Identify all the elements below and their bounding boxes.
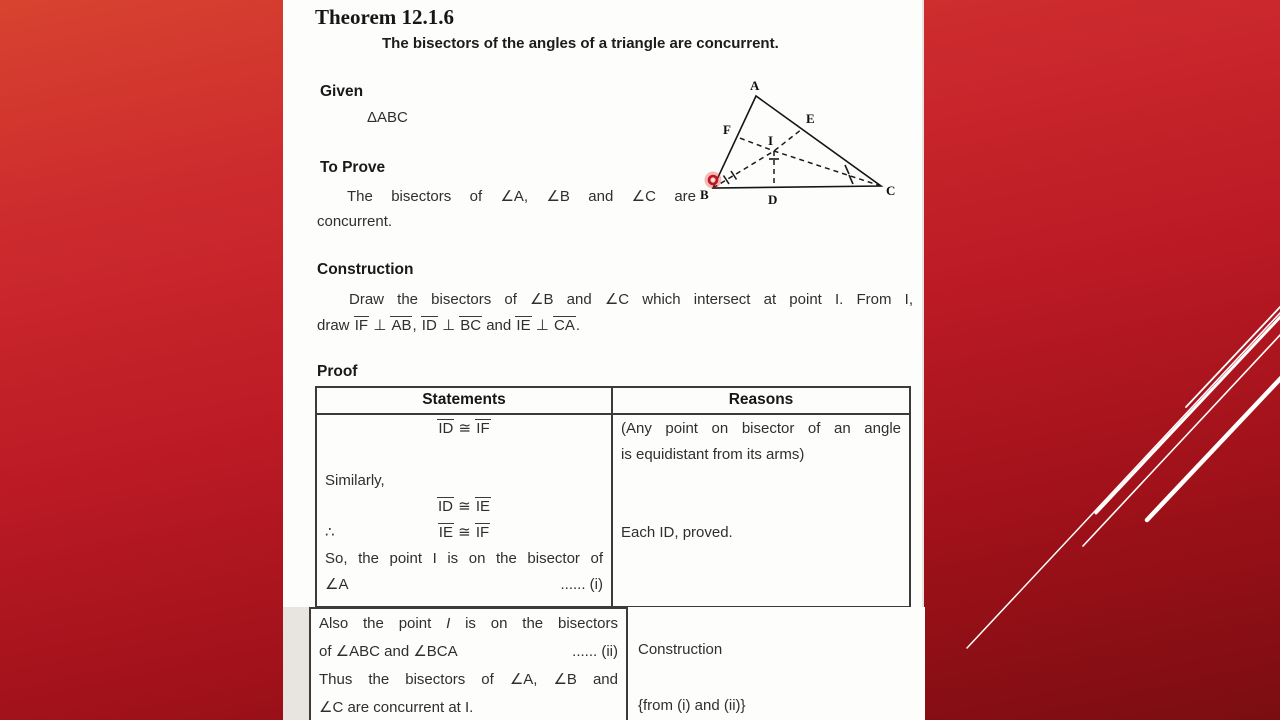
to-prove-line1: The bisectors of ∠A, ∠B and ∠C are <box>347 188 696 205</box>
reasons-column-header: Reasons <box>728 391 794 408</box>
reason-line: {from (i) and (ii)} <box>638 697 746 714</box>
statement-line: Also the point I is on the bisectors <box>319 615 618 632</box>
construction-line1: Draw the bisectors of ∠B and ∠C which intersect at point I. From I, <box>349 291 913 308</box>
statement-line <box>325 520 603 546</box>
reason-line: (Any point on bisector of an angle <box>621 420 901 437</box>
proof-table-body <box>317 415 909 606</box>
point-label-I: I <box>768 133 774 148</box>
statement-line: So, the point I is on the bisector of <box>325 550 603 567</box>
page-edge-strip <box>283 607 309 720</box>
to-prove-heading: To Prove <box>320 159 386 176</box>
statement-blank-line <box>325 442 603 468</box>
given-heading: Given <box>320 83 364 100</box>
statement-line <box>319 638 618 666</box>
proof-table-continued <box>309 607 925 720</box>
reasons-cell-continued <box>628 607 925 720</box>
construction-heading: Construction <box>317 261 414 278</box>
vertex-label-C: C <box>886 183 896 198</box>
reason-blank-line <box>621 494 901 520</box>
triangle-outline <box>713 96 881 188</box>
therefore-symbol: ∴ <box>325 524 335 541</box>
statement-line: Thus the bisectors of ∠A, ∠B and <box>319 671 618 688</box>
to-prove-line2: concurrent. <box>317 213 393 230</box>
point-label-E: E <box>806 111 815 126</box>
laser-pointer-icon <box>705 172 722 189</box>
statements-column-header: Statements <box>317 388 613 413</box>
vertex-label-B: B <box>700 187 709 202</box>
statement-ref-i: ...... (i) <box>560 576 603 593</box>
vertex-label-A: A <box>750 78 760 93</box>
point-label-D: D <box>768 192 778 207</box>
theorem-title: Theorem 12.1.6 <box>315 5 455 29</box>
reason-line: is equidistant from its arms) <box>621 446 805 463</box>
statement-line: ID ≅ IE <box>437 498 491 515</box>
theorem-statement: The bisectors of the angles of a triangle are concurrent. <box>382 35 779 52</box>
reason-blank-line <box>638 608 915 636</box>
triangle-diagram <box>696 76 908 216</box>
statement-line: ∠C are concurrent at I. <box>319 699 474 716</box>
angle-tick-marks <box>724 159 854 184</box>
content-page <box>283 0 924 720</box>
statements-cell <box>317 415 613 606</box>
bisector-C-to-F <box>737 137 881 186</box>
statement-angle: ∠A <box>325 576 349 593</box>
statement-line: ID ≅ IF <box>438 420 490 437</box>
construction-line2: draw IF ⊥ AB, ID ⊥ BC and IE ⊥ CA. <box>317 317 581 334</box>
reason-line: Construction <box>638 641 723 658</box>
reason-blank-line <box>638 664 915 692</box>
proof-table <box>315 386 911 608</box>
reason-blank-line <box>621 468 901 494</box>
statements-cell-continued <box>309 607 628 720</box>
statement-angles: of ∠ABC and ∠BCA <box>319 643 458 660</box>
statement-line: Similarly, <box>325 472 385 489</box>
point-label-F: F <box>723 122 731 137</box>
reason-line: Each ID, proved. <box>621 524 733 541</box>
statement-ref-ii: ...... (ii) <box>572 643 618 660</box>
statement-congruence: IE ≅ IF <box>438 524 490 541</box>
given-body: ΔABC <box>367 109 408 126</box>
proof-table-header <box>317 388 909 415</box>
reasons-cell <box>613 415 909 606</box>
proof-heading: Proof <box>317 363 358 380</box>
statement-line <box>325 572 603 598</box>
